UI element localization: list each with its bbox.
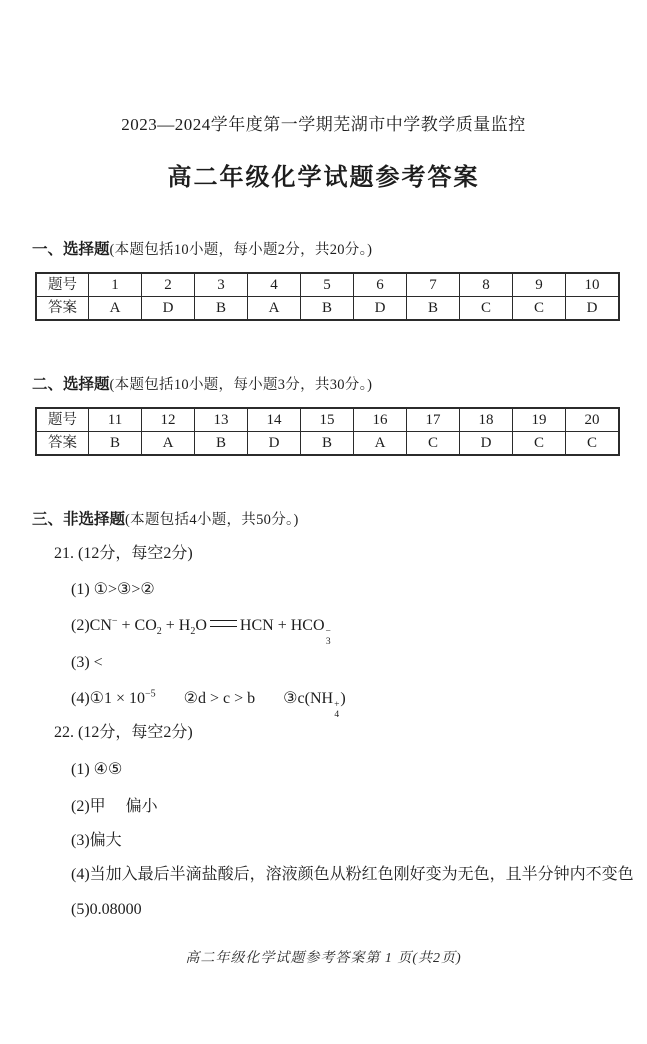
table-row [36,408,619,432]
qnum-cell: 6 [354,273,407,297]
stack-subscript: 4 [334,710,340,721]
sub-sup-stack [326,627,331,648]
answer-cell: B [195,297,248,321]
answer-cell: B [89,432,142,456]
qnum-cell: 13 [195,408,248,432]
qnum-cell: 7 [407,273,460,297]
answer-cell: D [142,297,195,321]
equation-text: + H [161,617,191,634]
section2-heading [32,372,372,394]
stack-superscript: − [325,627,331,637]
table-row [36,297,619,321]
qnum-cell: 4 [248,273,301,297]
answer-header-cell: 答案 [36,432,89,456]
answer-part [71,690,156,707]
qnum-cell: 17 [407,408,460,432]
answer-cell: B [407,297,460,321]
answer-text: ) [340,690,346,707]
q22-answer-1: (1) ④⑤ [71,761,123,778]
section1-heading [32,237,372,259]
qnum-cell: 10 [566,273,620,297]
answer-cell: B [301,432,354,456]
answer-cell: B [301,297,354,321]
q22-label: 22. (12分，每空2分) [54,724,193,741]
answer-cell: A [89,297,142,321]
q22-answer-3: (3)偏大 [71,832,122,849]
answer-table-2 [35,407,620,456]
qnum-cell: 19 [513,408,566,432]
answer-cell: C [460,297,513,321]
qnum-cell: 15 [301,408,354,432]
q21-answer-2-equation [71,616,332,648]
subscript: 2 [190,626,196,638]
qnum-cell: 12 [142,408,195,432]
qnum-cell: 11 [89,408,142,432]
section2-heading-note: (本题包括10小题，每小题3分，共30分。) [109,377,373,393]
section1-heading-label: 一、选择题 [32,241,110,258]
q22-answer-2 [71,797,158,817]
answer-header-cell: 答案 [36,297,89,321]
q22-answer-4: (4)当加入最后半滴盐酸后，溶液颜色从粉红色刚好变为无色，且半分钟内不变色 [71,866,634,883]
answer-table-1 [35,272,620,321]
answer-cell: D [566,297,620,321]
superscript: − [111,615,118,627]
qnum-cell: 1 [89,273,142,297]
q21-answer-4 [71,689,346,721]
answer-text: ③c(NH [283,690,334,707]
answer-part: ②d > c > b [183,690,256,707]
equation-text: O [195,617,207,634]
superscript: −5 [145,688,156,700]
q22-answer-5: (5)0.08000 [71,901,142,918]
subscript: 2 [156,626,162,638]
stack-superscript: + [334,700,340,710]
table-row [36,273,619,297]
page-footer: 高二年级化学试题参考答案第 1 页(共2页) [185,951,462,966]
equation-text: (2)CN [71,617,112,634]
answer-cell: A [354,432,407,456]
qnum-cell: 3 [195,273,248,297]
answer-cell: D [248,432,301,456]
qnum-cell: 9 [513,273,566,297]
qnum-cell: 8 [460,273,513,297]
answer-cell: D [354,297,407,321]
answer-cell: A [142,432,195,456]
qnum-cell: 16 [354,408,407,432]
section3-heading-note: (本题包括4小题，共50分。) [125,512,299,528]
exam-session-line: 2023—2024学年度第一学期芜湖市中学教学质量监控 [121,115,526,134]
answer-cell: C [513,432,566,456]
section2-heading-label: 二、选择题 [32,376,110,393]
answer-part: 偏小 [125,798,158,815]
qnum-header-cell: 题号 [36,273,89,297]
qnum-header-cell: 题号 [36,408,89,432]
table-row [36,432,619,456]
qnum-cell: 18 [460,408,513,432]
answer-part: (2)甲 [71,798,106,815]
q21-answer-1: (1) ①>③>② [71,581,155,598]
double-line-equals-icon [210,620,237,627]
answer-cell: D [460,432,513,456]
stack-subscript: 3 [325,637,331,648]
answer-cell: A [248,297,301,321]
qnum-cell: 5 [301,273,354,297]
answer-cell: B [195,432,248,456]
page-title: 高二年级化学试题参考答案 [167,164,480,191]
sub-sup-stack [334,700,339,721]
qnum-cell: 20 [566,408,620,432]
answer-part [283,690,346,721]
answer-cell: C [566,432,620,456]
section3-heading [32,507,299,529]
answer-cell: C [407,432,460,456]
section1-heading-note: (本题包括10小题，每小题2分，共20分。) [109,242,373,258]
equation-text: HCN + HCO [239,617,325,634]
qnum-cell: 14 [248,408,301,432]
q21-answer-3: (3) < [71,654,103,671]
answer-cell: C [513,297,566,321]
section3-heading-label: 三、非选择题 [32,511,126,528]
answer-text: (4)①1 × 10 [71,690,146,707]
qnum-cell: 2 [142,273,195,297]
equation-text: + CO [117,617,157,634]
q21-label: 21. (12分，每空2分) [54,545,193,562]
